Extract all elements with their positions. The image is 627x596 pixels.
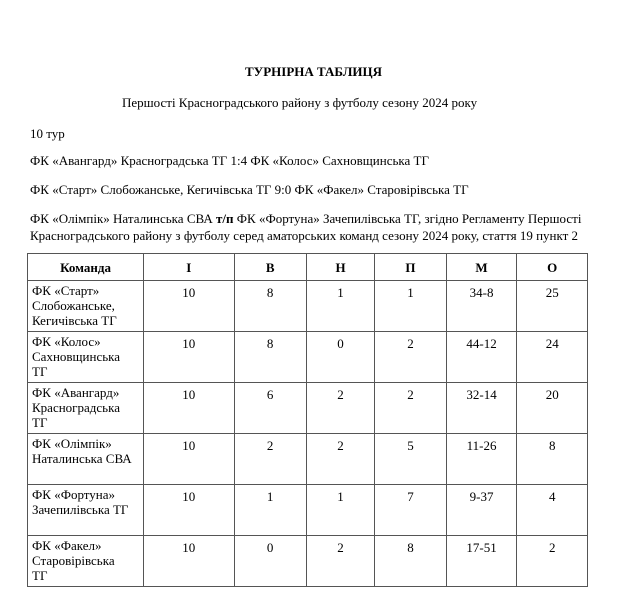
document-title: ТУРНІРНА ТАБЛИЦЯ — [245, 64, 382, 79]
match-result-3-part-d: Красноградського району з футболу серед аматорських команд сезону 2024 року, стаття 19 пункт 2 — [30, 228, 579, 243]
document-subtitle: Першості Красноградського району з футболу сезону 2024 року — [122, 95, 478, 110]
match-result-3-part-c: ФК «Фортуна» Зачепилівська ТГ, згідно Регламенту Першості — [233, 211, 582, 226]
stat-cell-o: 4 — [517, 485, 588, 536]
header-wins: В — [234, 254, 306, 281]
team-name-cell — [28, 434, 144, 485]
stat-cell-n: 1 — [306, 281, 375, 332]
table-row — [28, 434, 588, 485]
team-name-cell — [28, 332, 144, 383]
team-name-line: ТГ — [32, 568, 48, 583]
stat-cell-o: 24 — [517, 332, 588, 383]
team-name-line: Слобожанське, — [32, 298, 115, 313]
team-name-line: Наталинська СВА — [32, 451, 132, 466]
stat-cell-o: 25 — [517, 281, 588, 332]
stat-cell-v: 8 — [234, 332, 306, 383]
table-row — [28, 383, 588, 434]
header-played: І — [144, 254, 235, 281]
stat-cell-p: 5 — [375, 434, 446, 485]
table-row — [28, 485, 588, 536]
stat-cell-v: 6 — [234, 383, 306, 434]
stat-cell-p: 1 — [375, 281, 446, 332]
table-header-row — [28, 254, 588, 281]
stat-cell-i: 10 — [144, 281, 235, 332]
stat-cell-n: 2 — [306, 383, 375, 434]
header-points: О — [517, 254, 588, 281]
stat-cell-p: 2 — [375, 383, 446, 434]
match-result-3-part-a: ФК «Олімпік» Наталинська СВА — [30, 211, 216, 226]
header-draws: Н — [306, 254, 375, 281]
team-name-line: ФК «Старт» — [32, 283, 100, 298]
team-name-line: Кегичівська ТГ — [32, 313, 117, 328]
table-row — [28, 332, 588, 383]
stat-cell-n: 2 — [306, 434, 375, 485]
stat-cell-m: 44-12 — [446, 332, 517, 383]
stat-cell-m: 32-14 — [446, 383, 517, 434]
table-row — [28, 281, 588, 332]
team-name-line: ТГ — [32, 364, 48, 379]
team-name-line: Сахновщинська — [32, 349, 121, 364]
header-losses: П — [375, 254, 446, 281]
team-name-cell — [28, 485, 144, 536]
stat-cell-i: 10 — [144, 485, 235, 536]
stat-cell-o: 2 — [517, 536, 588, 587]
team-name-line: ФК «Факел» — [32, 538, 102, 553]
standings-table — [27, 253, 588, 587]
team-name-cell — [28, 536, 144, 587]
stat-cell-v: 1 — [234, 485, 306, 536]
stat-cell-m: 17-51 — [446, 536, 517, 587]
header-team: Команда — [28, 254, 144, 281]
stat-cell-p: 7 — [375, 485, 446, 536]
stat-cell-i: 10 — [144, 434, 235, 485]
table-row — [28, 536, 588, 587]
stat-cell-n: 1 — [306, 485, 375, 536]
stat-cell-m: 9-37 — [446, 485, 517, 536]
team-name-line: Старовірівська — [32, 553, 115, 568]
stat-cell-i: 10 — [144, 332, 235, 383]
team-name-line: ФК «Фортуна» — [32, 487, 116, 502]
match-result-3 — [30, 210, 581, 244]
match-result-1: ФК «Авангард» Красноградська ТГ 1:4 ФК «Колос» Сахновщинська ТГ — [30, 153, 429, 168]
team-name-line: ТГ — [32, 415, 48, 430]
team-name-line: ФК «Авангард» — [32, 385, 120, 400]
stat-cell-p: 2 — [375, 332, 446, 383]
team-name-line: ФК «Олімпік» — [32, 436, 112, 451]
technical-defeat-mark: т/п — [216, 211, 234, 226]
stat-cell-n: 2 — [306, 536, 375, 587]
stat-cell-m: 11-26 — [446, 434, 517, 485]
stat-cell-n: 0 — [306, 332, 375, 383]
team-name-cell — [28, 383, 144, 434]
stat-cell-o: 8 — [517, 434, 588, 485]
stat-cell-p: 8 — [375, 536, 446, 587]
header-goals: М — [446, 254, 517, 281]
team-name-line: Зачепилівська ТГ — [32, 502, 129, 517]
stat-cell-v: 0 — [234, 536, 306, 587]
stat-cell-o: 20 — [517, 383, 588, 434]
stat-cell-m: 34-8 — [446, 281, 517, 332]
stat-cell-i: 10 — [144, 383, 235, 434]
match-result-2: ФК «Старт» Слобожанське, Кегичівська ТГ 9:0 ФК «Факел» Старовірівська ТГ — [30, 182, 469, 197]
team-name-line: Красноградська — [32, 400, 120, 415]
team-name-cell — [28, 281, 144, 332]
round-label: 10 тур — [30, 126, 65, 141]
stat-cell-v: 2 — [234, 434, 306, 485]
team-name-line: ФК «Колос» — [32, 334, 101, 349]
stat-cell-i: 10 — [144, 536, 235, 587]
stat-cell-v: 8 — [234, 281, 306, 332]
